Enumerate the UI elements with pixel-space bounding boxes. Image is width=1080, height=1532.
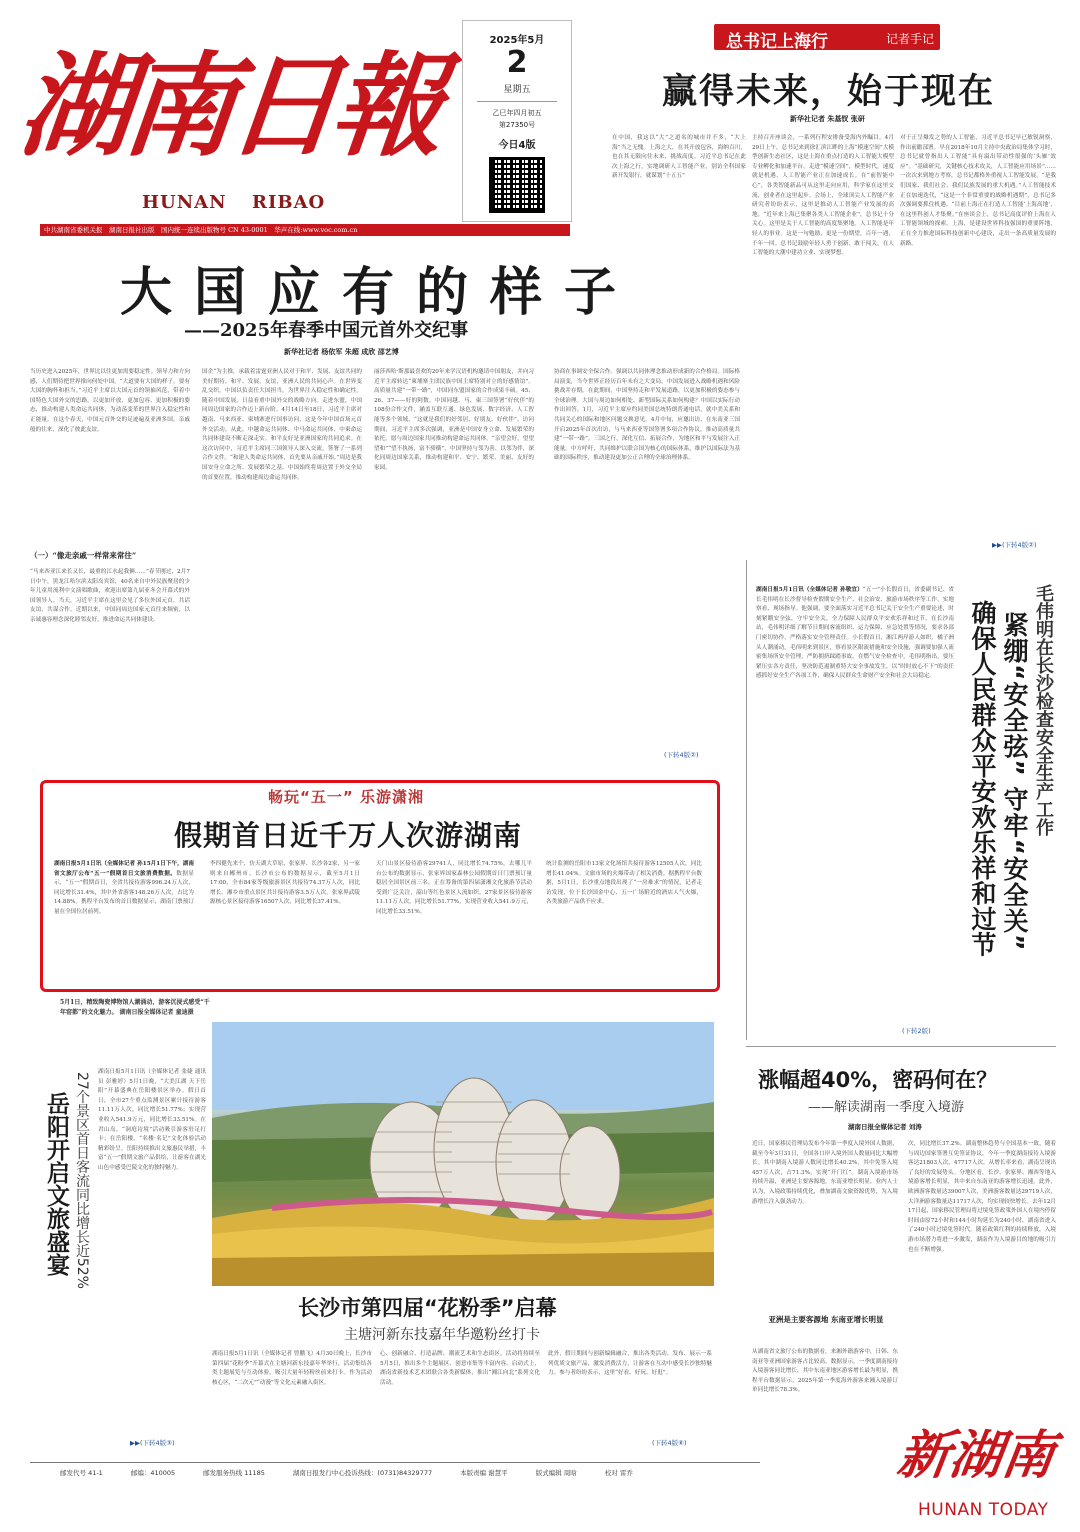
holiday-story-headline[interactable]: 假期首日近千万人次游湖南 <box>174 819 523 852</box>
footer-item-zip: 邮编：410005 <box>130 1469 176 1477</box>
safety-story-vertical-kicker: 毛伟明在长沙检查安全生产工作 <box>1033 584 1054 836</box>
flower-season-photo <box>212 1022 714 1286</box>
hunan-today-logo[interactable]: 新湖南 <box>893 1425 1059 1486</box>
top-story-body-3: 对于正呈爆发之势的人工智能，习近平总书记早已敏锐洞察，作出前瞻部署。早在2018年10月主持中央政治局集体学习时，总书记就曾指出人工智能“具有溢出带动性很强的‘头雁’效应”。“基础研究，关键核心技术攻关，人工智能应用场景”……一次次来到地方考察，总书记都格外重视人工智能发展。“是我们国家、我们社会、我们民族发展的重大机遇。”人工智能技术正在加速迭代，“这是一个非常重要的战略机遇期”，总书记多次强调要抓住机遇。“目前上海正在打造人工智能‘上海高地’，在这里科创人才集聚。”在座谈会上，总书记高度评价上海在人工智能领域的探索。上海，是建设世界科技强国的重要阵地，正在全力推进国际科技创新中心建设，走出一条高质量发展的新路。 <box>900 135 1056 247</box>
tourism-story-section-label: 亚洲是主要客源地 东南亚增长明显 <box>768 1315 884 1324</box>
flower-season-subhead: 主塘河新东技嘉年华邀粉丝打卡 <box>344 1327 540 1343</box>
safety-story-vertical-headline-1[interactable]: 紧绷“安全弦” 守牢“安全关” <box>1000 612 1029 952</box>
tourism-story-subhead: ——解读湖南一季度入境游 <box>808 1100 965 1115</box>
date-year-month: 2025年5月 <box>489 35 545 46</box>
masthead-info-text: 中共湖南省委机关报 湖南日报社出版 国内统一连续出版物号 CN 43-0001 华声在线:www.voc.com.cn <box>44 226 358 234</box>
yueyang-continued[interactable]: ▶▶(下转4版③) <box>130 1439 175 1447</box>
tourism-story-byline: 湖南日报全媒体记者 刘涛 <box>848 1123 922 1131</box>
lead-story-col-1b: “马来西亚江来长又长，最重的江水起我俩……”春节刚过，2月7日中午，黑龙江哈尔滨太阳岛宾馆，40名来自中外民族聚居的少年儿童用流利中文演唱歌曲，欢迎出席第九届亚冬会开幕式的外国领导人。当天，习近平主席在这里会见了多位外国元首，共话友谊，共谋合作。近期以来，中国同周边国家元首往来频密，以亲诚惠容理念深化睦邻友好，推进命运共同体建设。 <box>30 569 190 623</box>
hunan-today-wordmark: HUNAN TODAY <box>918 1500 1049 1520</box>
lead-story-section-label: （一）“像走亲戚一样常来常往” <box>30 551 137 560</box>
date-lunar: 乙巳年四月初五 <box>492 109 542 117</box>
top-story-byline: 新华社记者 朱基钗 张研 <box>790 114 865 123</box>
flower-season-col-1: 湖南日报5月1日讯（全媒体记者 曾鹏飞）4月30日晚上，长沙市第四届“花粉季”开幕式在主塘河新东技嘉年华举行，活动集结各类主题展览与互动体验，吸引大量年轻粉丝前来打卡。作为活动核心区，“二次元”“动漫”等文化元素融入街区。 <box>212 1351 372 1386</box>
lead-story-subhead: ——2025年春季中国元首外交纪事 <box>184 320 469 341</box>
flower-season-headline[interactable]: 长沙市第四届“花粉季”启幕 <box>298 1296 557 1320</box>
holiday-story-col-4: 统计监测的岳阳市13家文化场馆共接待游客12505人次，同比增长41.04%。文旅市场的火爆带动了相关消费。据携程平台数据，5月1日，长沙重点地段出现了“一房难求”的情况，记者走访发现，位于长沙国金中心、五一广场附近的酒店人气火爆，各类旅游产品供不应求。 <box>546 861 702 906</box>
safety-story-vertical-headline-2[interactable]: 确保人民群众平安欢乐祥和过节 <box>968 600 997 957</box>
lead-story-byline: 新华社记者 杨依军 朱超 成欣 邵艺博 <box>284 347 399 356</box>
top-story-body-1: 在中国，我这以“大”之道名的城市并不多，“大上海”当之无愧。上海之大，在其开放包容，海纳百川，也在其无限向往未来、挑战高度。习近平总书记在此次上海之行，实地调研人工智能产业，别访全科国家新开发银行，就谋划“十五五” <box>612 135 746 180</box>
safety-story-continued[interactable]: (下转2版) <box>902 1027 931 1035</box>
date-box <box>462 20 572 222</box>
issue-number: 第27350号 <box>498 121 536 129</box>
top-story-badge <box>714 24 940 50</box>
page-count: 今日4版 <box>498 140 536 151</box>
photo-caption-top: 5月1日，精致陶瓷博物馆人潮涌动，游客沉浸式感受“千年窑都”的文化魅力。 湖南日报全媒体记者 童迪摄 <box>60 999 210 1016</box>
top-story-body-2: 主持召开座谈会，一系列行程安排备受海内外瞩目。4月29日上午，总书记来到徐汇滨江畔的上海“模速空间”大模型创新生态社区，这是上海在重点打造的人工智能大模型专业孵化和加速平台。走进“模速空间”，模型时代，速度就是机遇，人工智能产业正在加速成长。在“前智能中心”，各类智能新品可从这里走向应用，科学家在这里交流，创业者在这里起步。会场上，全球顶尖人工智能产业研究者纷纷表示，这里是推动人工智能产业发展的高地。“近年来上海已集聚各类人工智能企业”，总书记十分关心。这里是关于人工智能的高度集聚地。人工智能是年轻人的事业。这是一句勉励，更是一份期望。百年一遇，千年一回。总书记鼓励年轻人勇于创新、敢于闯关，在人工智能的大潮中建功立业、实现梦想。 <box>752 135 894 257</box>
footer-item-layout: 版式编辑 周晗 <box>535 1469 577 1477</box>
footer-item-complaint: 湖南日报发行中心投诉热线：(0731)84329777 <box>292 1469 433 1477</box>
tourism-story-col-1: 近日，国家移民管理局发布今年第一季度入境外国人数据，截至今年3月31日，全国各口岸入境外国人数量同比大幅增长。其中湖南入境游人数同比增长40.2%，其中免签入境457万人次，占71.3%，实现“开门红”。湖南入境游市场持续升温，亚洲是主要客源地，东南亚增长明显。业内人士认为，入境政策持续优化，叠加湖南文旅资源优势，为入境游增长注入强劲动力。 <box>752 1141 898 1205</box>
date-day: 2 <box>506 45 528 80</box>
safety-story-body: 湖南日报5月1日讯（全媒体记者 孙敬宜）“五一”小长假首日，省委副书记、省长毛伟明在长沙督导检查假期安全生产、社会治安、旅游市场秩序等工作，实地察看、现场指导。他强调，要全面落实习近平总书记关于安全生产重要论述，时刻紧绷安全弦，守牢安全关，全力保障人民群众平安欢乐祥和过节。在长沙南站，毛伟明详细了解节日期间客流组织、运力保障、应急处置等情况，要求各部门密切协作，严格落实安全管理责任。小长假首日，湘江两岸游人如织，橘子洲头人潮涌动。毛伟明来到景区，察看景区限流措施和安全设施，强调要加强人流密集场所安全管理，严防拥挤踩踏事故。在燃气安全检查中，毛伟明指出，要压紧压实各方责任，坚决防范遏制重特大安全事故发生，以“时时放心不下”的责任感抓好安全生产各项工作，确保人民群众生命财产安全和社会大局稳定。 <box>756 587 954 680</box>
footer-item-editor: 本版责编 谢慧平 <box>460 1469 508 1477</box>
flower-season-illustration <box>212 1022 714 1286</box>
flower-season-continued[interactable]: (下转4版⑥) <box>652 1439 687 1447</box>
masthead-logo: 湖南日報 <box>13 41 443 172</box>
lead-story-headline[interactable]: 大国应有的样子 <box>120 263 639 323</box>
qr-code-icon[interactable] <box>489 157 545 213</box>
holiday-story-dateline: 湖南日报5月1日讯（全媒体记者 孙15月1日下午，湖南省文旅厅公布“五一”假期首日文旅消费数据。 <box>54 861 194 877</box>
top-story-badge-tag: 记者手记 <box>886 32 935 46</box>
lead-story-col-4: 协商在事调安全保合作。强调以共同体理念推动形成新的合作格局。国际格局演变，当今世界正经历百年未有之大变局，中国发展进入战略机遇和风险挑战并存期。在此期间，中国坚持走和平发展道路，以更加积极的姿态参与全球治理。大国与周边如何相处、新型国际关系如何构建？中国以实际行动作出回答。1月，习近平主席应约同美国总统特朗普通电话，就中美关系和共同关心的国际和地区问题交换意见。4月中旬，应邀出访，在东南亚三国开启2025年首次出访，与马来西亚等国签署多项合作协议，推动高质量共建“一带一路”。三国之行，深化互信、拓展合作，为地区和平与发展注入正能量。中方呼吁，共同维护以联合国为核心的国际体系，维护以国际法为基础的国际秩序，推动建设更加公正合理的全球治理体系。 <box>554 369 740 462</box>
tourism-story-col-1b: 从湖南省文旅厅公布的数据看，来湘外籍游客中，日韩、东南亚等亚洲国家游客占比较高。数据显示，一季度湖南接待入境游客同比增长，其中东南亚地区游客增长最为明显，携程平台数据显示，2025年第一季度海外游客来湘入境游订单同比增长78.3%。 <box>752 1349 898 1394</box>
top-story-badge-label: 总书记上海行 <box>726 32 828 52</box>
lead-story-col-1: 当历史进入2025年，世界比以往更加需要稳定性。领导力和方向感，人们期待把世界推向何处中国。“大道要有大国的样子，要有大国的胸怀和担当。”习近平主席以大国元首的领袖风范，带着中国特色大国外交的思路，以更加开放、更加包容、更加积极的姿态，推动构建人类命运共同体，为动荡变革的世界注入稳定性和正能量。在这个春天，中国元首外交的足迹遍及亚洲多国，亲戚般的往来，深化了彼此友谊。 <box>30 369 190 433</box>
yueyang-vertical-headline[interactable]: 岳阳开启文旅盛宴 <box>43 1092 69 1276</box>
top-story-headline[interactable]: 赢得未来，始于现在 <box>662 72 996 112</box>
top-story-continued[interactable]: ▶▶(下转4版②) <box>992 541 1037 549</box>
yueyang-vertical-subhead: 27个景区首日客流同比增长近52% <box>74 1072 90 1289</box>
yueyang-body: 湖南日报5月1日讯（全媒体记者 张婕 通讯员 彭雅婷）5月1日晚，“大美江湖 天下岳阳”开幕盛典在岳阳楼景区举办。假日首日，全市27个重点监测景区累计接待游客11.11万人次，同比增长51.77%；实现营业收入541.9万元，同比增长33.51%。在君山岛，“洞庭诗境”活动吸引游客驻足打卡；在岳阳楼，“名楼·名记”文化体验活动精彩纷呈。岳阳持续推出文旅惠民举措，丰富“五一”假期文旅产品供给，让游客在湖光山色中感受巴陵文化的独特魅力。 <box>98 1069 206 1171</box>
flower-season-col-3: 此外，假日期间与创新编辑融合，推出各类活动、发布、展示一系列优质文旅产品，激发消费活力，让游客在互动中感受长沙独特魅力。参与者纷纷表示，这里“好看、好玩、好逛”。 <box>548 1351 712 1377</box>
masthead-info-bar <box>40 224 570 236</box>
lead-story-continued[interactable]: (下转4版②) <box>664 751 699 759</box>
flower-season-col-2: 心、创新融合、打造品牌、潮流艺术和生态街区，活动将持续至5月5日，推出多个主题展区、创意市集等丰富内容，启动式上，湖南省新技术艺术团联合各类新媒体，推出“湘江向北”系列文化活动。 <box>380 1351 540 1386</box>
safety-story-dateline: 湖南日报5月1日讯（全媒体记者 孙敬宜） <box>756 587 863 593</box>
holiday-story-col-1: 湖南日报5月1日讯（全媒体记者 孙15月1日下午，湖南省文旅厅公布“五一”假期首日文旅消费数据。数据显示，“五一”假期首日，全省共接待游客996.24万人次，同比增长31.4%，其中外省游客148.26万人次，占比为14.88%。携程平台发布的首日数据显示，湖南门票预订量在全国位居前列。 <box>54 861 194 915</box>
holiday-story-col-2: 李四健先来个，仿天湖大草原、张家界、长沙各2家，另一家则来自郴州市。长沙市公布的数据显示，截至5月1日17:00，全市84家等级旅游景区共接待74.37万人次，同比增长。湘乡市重点景区共计接待游客3.5万人次。张家界武陵源核心景区接待游客16507人次，同比增长37.41%。 <box>210 861 360 906</box>
lead-story-col-2: 国企“为主推，承载着雷霆亚洲人民对于和平、发展、友谊共同的美好期待。和平、发展、友谊，亚洲人民的共同心声。在世界变乱交织，中国以负责任大国担当，为世界注入稳定性和确定性。随着中国发展，日益看重中国外交的战略方向。走进东盟，中国同周边国家的合作迈上新台阶。4月14日至18日，习近平主席对越南、马来西亚、柬埔寨进行国事访问，这是今年中国首场元首外交活动。从此，中越命运共同体、中马命运共同体、中柬命运共同体建设不断走深走实。和平友好是亚洲国家的共同追求。在这次访问中，习近平主席同三国领导人深入交流，签署了一系列合作文件。“和建人类命运共同体，首先要从亲戚开始。”周边是我国安身立命之所、发展繁荣之基。中国始终将周边置于外交全局的首要位置，推动构建周边命运共同体。 <box>202 369 362 481</box>
date-weekday: 星期五 <box>503 85 531 95</box>
masthead-pinyin-1: HUNAN <box>142 192 227 213</box>
footer-bar <box>60 1468 750 1482</box>
footer-item-proofreader: 校对 雷乔 <box>604 1469 633 1477</box>
lead-story-col-3: 丽莎西哈·斯那最喜欢的20年来学汉语机构邀请中国朋友，并向习近平主席转达“柬埔寨主团民族中国主席特别对立的好感情谊”。高质量共建“一带一路”，中国同东盟国家的合作成果丰硕。45、26、37——好的阿数，中国同越、马、柬三国签署“好伙伴”的108份合作文件，涵盖互联互通、绿色发展、数字经济、人工智能等多个领域，“这就是我们的好邻居、好朋友、好伙伴”。访问期间，习近平主席多次强调，亚洲是中国安身立命、发展繁荣的依托，愿与周边国家共同推动构建命运共同体。“亲望会好，望望望和”“望不执扬，富不骄横”，中国坚持与邻为善、以邻为伴，深化同周边国家关系，推动构建和平、安宁、繁荣、美丽、友好的家园。 <box>374 369 534 471</box>
footer-item-postal-code: 邮发代号 41-1 <box>60 1469 103 1477</box>
holiday-story-col-3: 天门山景区接待游客29741人，同比增长74.75%。去哪儿平台公布的数据显示，张家界国家森林公园假期首日门票预订量稳居全国景区前三名。正在筹备的第四届潇湘文化旅游节活动受到广泛关注，韶山等红色景区人流如织，27家景区接待游客11.11万人次，同比增长51.77%，实现营业收入541.9万元，同比增长33.51%。 <box>376 861 532 915</box>
holiday-story-kicker: 畅玩“五一” 乐游潇湘 <box>268 788 424 806</box>
tourism-story-col-2: 次，同比增长37.2%。湖南整体趋势与全国基本一致，随着与周边国家签署互免签证协议，今年一季度湖南接待入境游客达21803人次，47717人次。从增长率来看，湖南呈现出了良好的发展势头。分地区看，长沙、张家界、湘西等地入境游客增长明显，其中来自东南亚的游客增长迅速。此外，欧洲游客数量达39007人次，美洲游客数量达29719人次，大洋洲游客数量达11717人次，均实现较快增长。去年12月17日起，国家移民管理局将过境免签政策外国人在境内停留时间由原72小时和144小时均延长为240小时，湖南省进入了240小时过境免签时代。随着政策红利的持续释放，入境游市场潜力将进一步激发，湖南作为入境游目的地的吸引力也在不断增强。 <box>908 1141 1056 1253</box>
tourism-story-headline[interactable]: 涨幅超40%，密码何在？ <box>758 1068 998 1092</box>
footer-item-hotline: 邮发服务热线 11185 <box>203 1469 265 1477</box>
masthead-pinyin-2: RIBAO <box>252 192 326 213</box>
